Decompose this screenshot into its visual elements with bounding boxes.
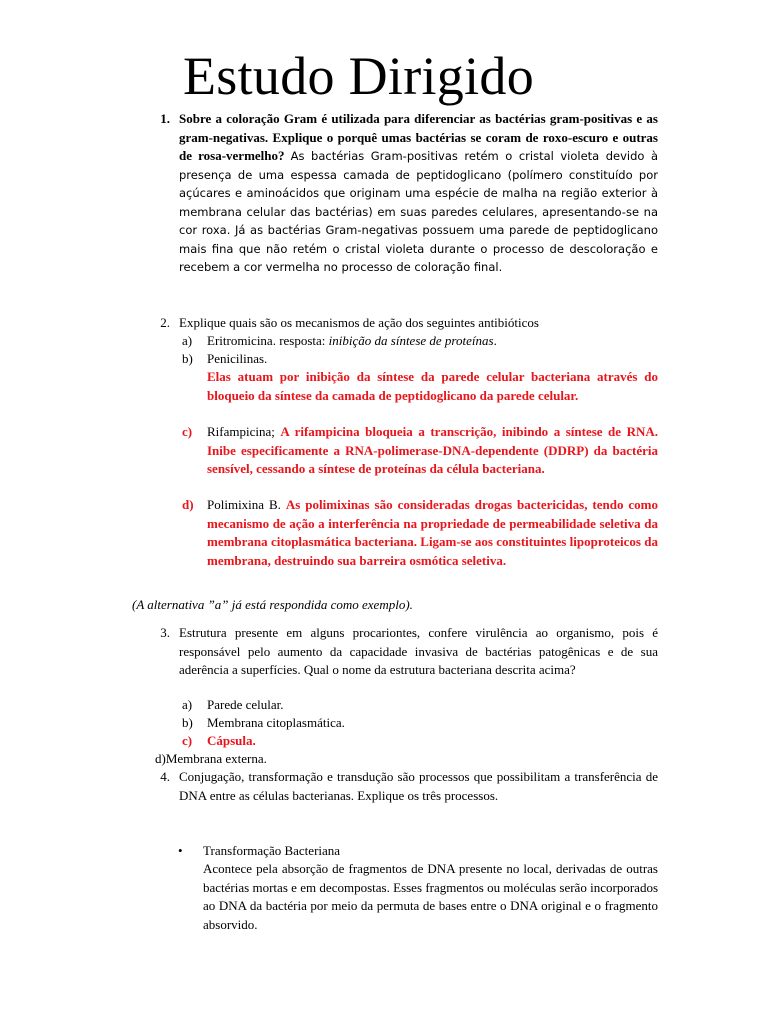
q2-option-a-answer: inibição da síntese de proteínas <box>328 333 494 348</box>
q2-option-d-label: d) <box>182 497 194 512</box>
question-2-number: 2. <box>160 315 170 330</box>
q2-option-c-text: Rifampicina; <box>207 424 275 439</box>
q2-option-d-answer: As polimixinas são consideradas drogas bactericidas, tendo como mecanismo de ação a interferência na propriedade de permeabilidade seletiva da membrana citoplasmática bacteriana. Ligam-se aos constituintes lipoproteicos da membrana, destruindo sua barreira osmótica seletiva. <box>207 497 659 568</box>
q2-option-b-label: b) <box>182 351 193 366</box>
q3-option-b-label: b) <box>182 715 193 730</box>
q2-option-a-label: a) <box>182 333 193 348</box>
question-4-text: Conjugação, transformação e transdução são processos que possibilitam a transferência de DNA entre as células bacterianas. Explique os três processos. <box>179 769 658 803</box>
q2-note: (A alternativa ”a” já está respondida como exemplo). <box>132 597 413 612</box>
q4-bullet-1-text: Acontece pela absorção de fragmentos de DNA presente no local, derivadas de outras bactérias mortas e em decompostas. Esses fragmentos ou moléculas serão incorporados ao DNA da bactéria por meio da permuta de bases entre o DNA original e o fragmento absorvido. <box>203 861 658 932</box>
q2-option-b-text: Penicilinas. <box>207 351 268 366</box>
q2-option-a <box>207 332 658 351</box>
question-1-answer: As bactérias Gram-positivas retém o cristal violeta devido à presença de uma espessa camada de peptidoglicano (polímero constituído por açúcares e aminoácidos que originam uma espécie de malha na região exterior à membrana celular das bactérias) em suas paredes celulares, apresentando-se na cor roxa. Já as bactérias Gram-negativas possuem uma parede de peptidoglicano mais fina que não retém o cristal violeta durante o processo de descoloração e recebem a cor vermelha no processo de coloração final. <box>179 149 659 274</box>
q2-option-c <box>207 423 658 479</box>
question-1-number: 1. <box>160 111 170 126</box>
q3-option-b-text: Membrana citoplasmática. <box>207 715 345 730</box>
page-title: Estudo Dirigido <box>183 46 534 106</box>
question-2-text: Explique quais são os mecanismos de ação dos seguintes antibióticos <box>179 315 539 330</box>
q3-option-d-text: d)Membrana externa. <box>155 751 267 766</box>
question-3-number: 3. <box>160 625 170 640</box>
q2-option-c-label: c) <box>182 424 193 439</box>
q2-option-c-answer: A rifampicina bloqueia a transcrição, inibindo a síntese de RNA. Inibe especificamente a RNA-polimerase-DNA-dependente (DDRP) da bactéria sensível, cessando a síntese de proteínas da célula bacteriana. <box>207 424 658 476</box>
q3-option-c-text: Cápsula. <box>207 733 256 748</box>
q3-option-a-text: Parede celular. <box>207 697 284 712</box>
bullet-icon: • <box>178 843 183 858</box>
q2-option-d <box>207 496 658 570</box>
q3-option-c-label: c) <box>182 733 193 748</box>
q2-option-a-end: . <box>493 333 497 348</box>
question-3-text: Estrutura presente em alguns procariontes, confere virulência ao organismo, pois é responsável pelo aumento da capacidade invasiva de bactérias patogênicas e de sua aderência a superfícies. Qual o nome da estrutura bacteriana descrita acima? <box>179 625 658 677</box>
question-1-text: Sobre a coloração Gram é utilizada para diferenciar as bactérias gram-positivas e as gram-negativas. Explique o porquê umas bactérias se coram de roxo-escuro e outras de rosa-vermelho? <box>179 111 658 163</box>
q4-bullet-1-title: Transformação Bacteriana <box>203 843 341 858</box>
question-1 <box>179 110 658 277</box>
q2-option-a-text: Eritromicina. resposta: <box>207 333 326 348</box>
q2-option-d-text: Polimixina B. <box>207 497 281 512</box>
question-4-number: 4. <box>160 769 170 784</box>
q3-option-a-label: a) <box>182 697 193 712</box>
q2-option-b-answer: Elas atuam por inibição da síntese da parede celular bacteriana através do bloqueio da síntese da camada de peptidoglicano da parede celular. <box>207 369 658 403</box>
